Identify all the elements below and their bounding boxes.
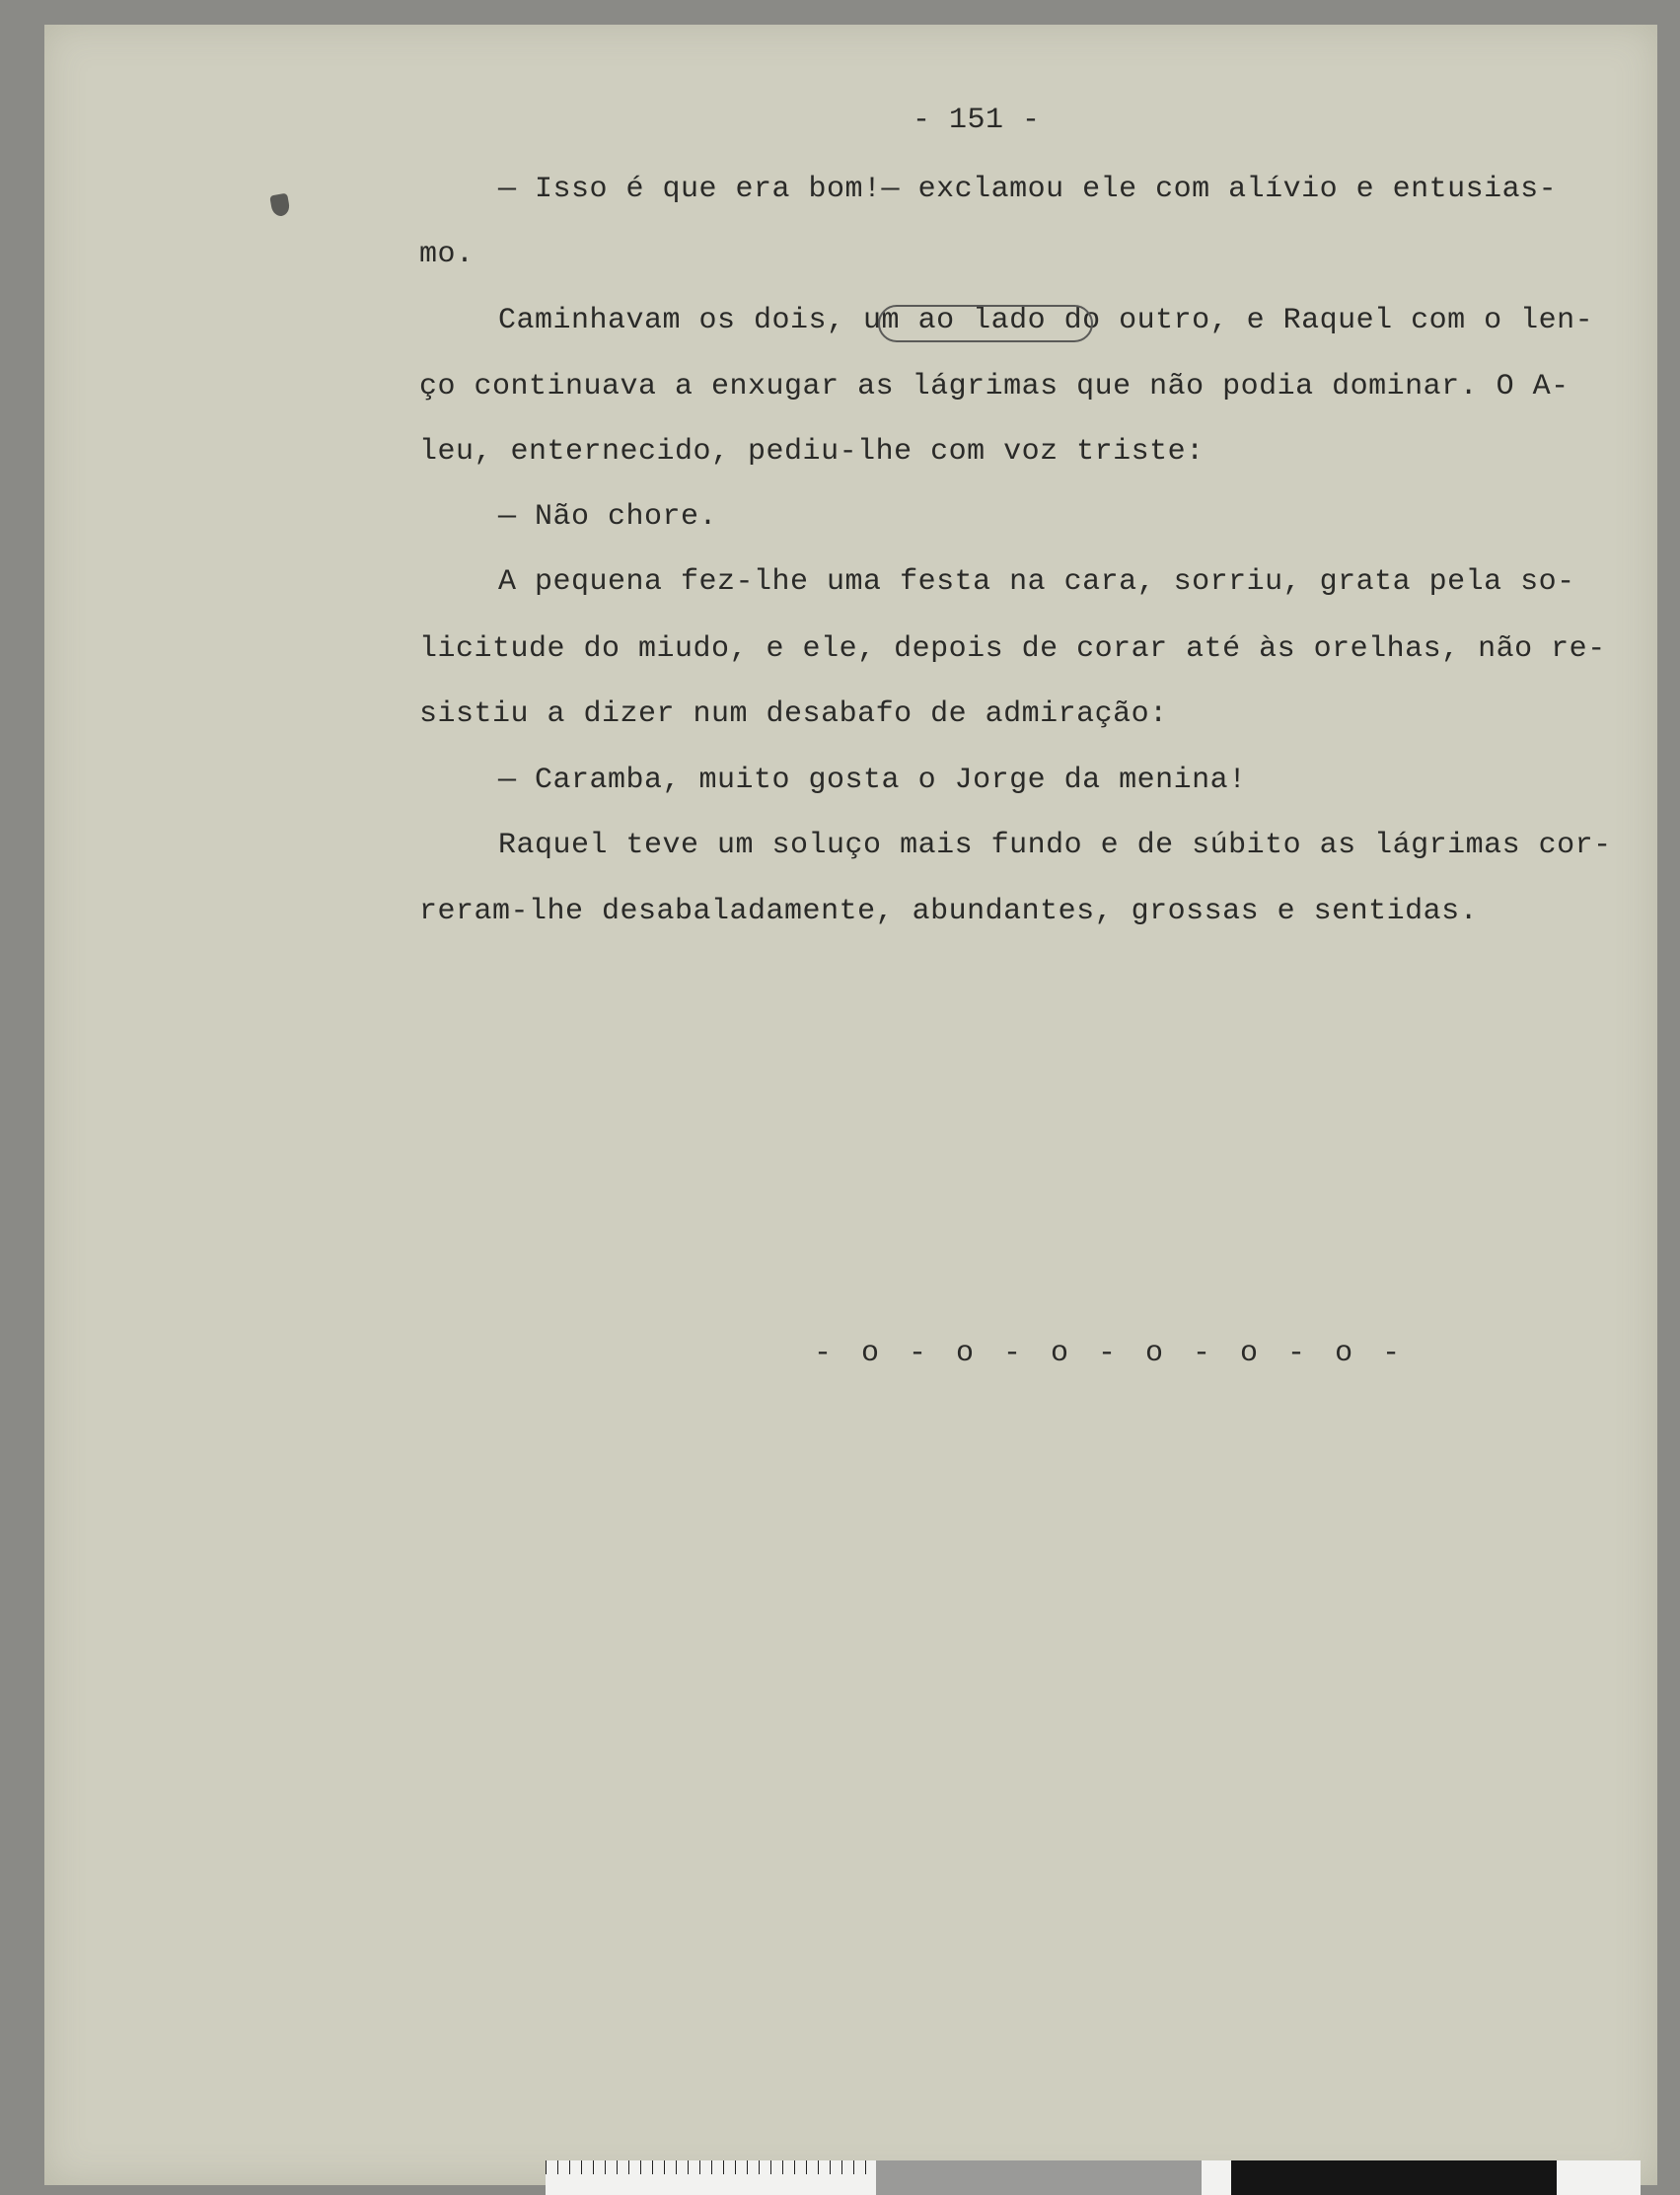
- text-line: sistiu a dizer num desabafo de admiração:: [419, 697, 1168, 731]
- text-line: reram-lhe desabaladamente, abundantes, grossas e sentidas.: [419, 895, 1479, 928]
- scale-ruler: [546, 2160, 1641, 2195]
- text-line: ço continuava a enxugar as lágrimas que não podia dominar. O A-: [419, 370, 1570, 403]
- text-line: — Caramba, muito gosta o Jorge da menina!: [498, 764, 1247, 797]
- document-page: [44, 25, 1657, 2185]
- text-line: Caminhavam os dois, um ao lado do outro, e Raquel com o len-: [498, 304, 1594, 337]
- punch-hole: [269, 193, 291, 218]
- text-line: Raquel teve um soluço mais fundo e de súbito as lágrimas cor-: [498, 829, 1612, 862]
- text-line: leu, enternecido, pediu-lhe com voz triste:: [419, 435, 1205, 469]
- text-line: A pequena fez-lhe uma festa na cara, sorriu, grata pela so-: [498, 565, 1575, 599]
- text-line: mo.: [419, 238, 475, 271]
- text-line: licitude do miudo, e ele, depois de corar até às orelhas, não re-: [419, 632, 1606, 666]
- text-line: — Isso é que era bom!— exclamou ele com alívio e entusias-: [498, 173, 1558, 206]
- section-divider: - o - o - o - o - o - o -: [814, 1337, 1407, 1370]
- page-number: - 151 -: [913, 104, 1041, 137]
- text-line: — Não chore.: [498, 500, 718, 534]
- handwritten-circle-mark: [878, 305, 1093, 342]
